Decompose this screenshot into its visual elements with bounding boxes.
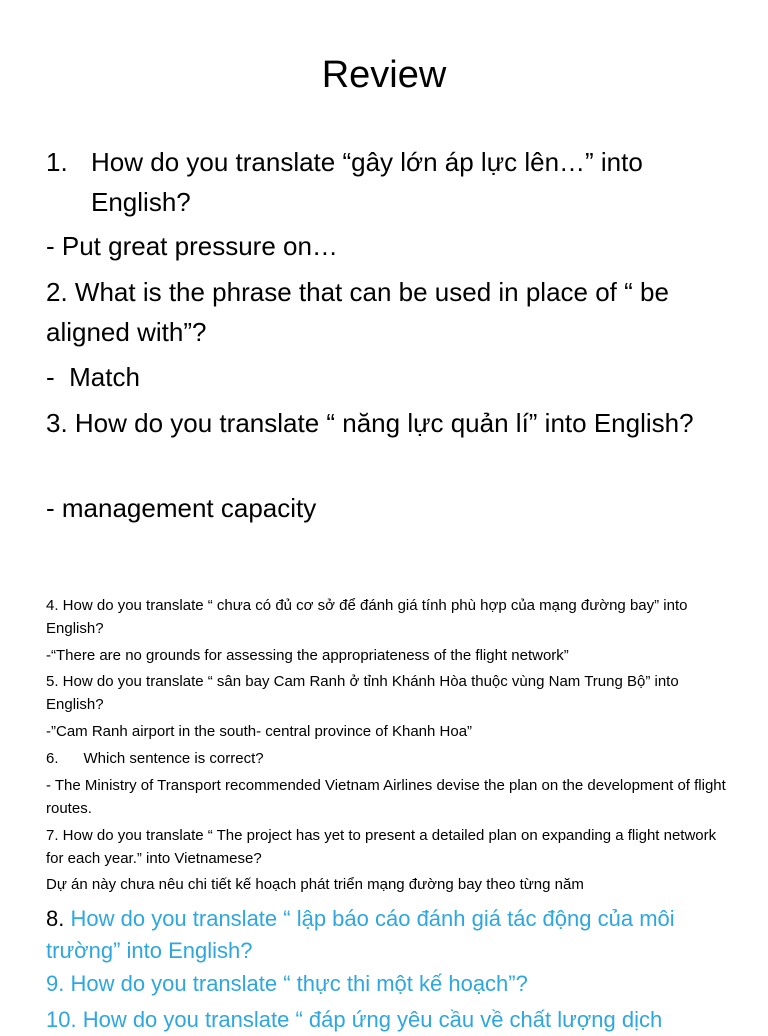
question-9: 9. How do you translate “ thực thi một kế hoạch”? xyxy=(46,971,528,996)
question-1-number: 1. xyxy=(46,147,68,177)
question-7: 7. How do you translate “ The project has yet to present a detailed plan on expanding a flight network for each year.” into Vietnamese? xyxy=(46,827,717,867)
answer-7: Dự án này chưa nêu chi tiết kế hoạch phát triển mạng đường bay theo từng năm xyxy=(46,876,584,893)
question-8-text: How do you translate “ lập báo cáo đánh giá tác động của môi trường” into English? xyxy=(46,906,675,963)
question-10: 10. How do you translate “ đáp ứng yêu cầu về chất lượng dịch xyxy=(46,1007,663,1032)
question-1-row xyxy=(46,142,736,222)
question-8-number: 8. xyxy=(46,906,65,931)
answer-5: -”Cam Ranh airport in the south- central province of Khanh Hoa” xyxy=(46,723,473,740)
answer-2: - Match xyxy=(46,362,140,392)
question-2: 2. What is the phrase that can be used in place of “ be aligned with”? xyxy=(46,277,669,347)
answer-4: -“There are no grounds for assessing the appropriateness of the flight network” xyxy=(46,647,569,664)
question-5: 5. How do you translate “ sân bay Cam Ranh ở tỉnh Khánh Hòa thuộc vùng Nam Trung Bộ” into English? xyxy=(46,673,679,713)
answer-3: - management capacity xyxy=(46,493,317,523)
question-1-text: How do you translate “gây lớn áp lực lên…” into English? xyxy=(91,147,643,217)
question-4: 4. How do you translate “ chưa có đủ cơ sở để đánh giá tính phù hợp của mạng đường bay” into English? xyxy=(46,597,688,637)
question-8 xyxy=(46,903,736,967)
slide-title: Review xyxy=(321,54,447,96)
question-6: 6. Which sentence is correct? xyxy=(46,750,264,767)
question-3: 3. How do you translate “ năng lực quản lí” into English? xyxy=(46,408,694,438)
answer-6: - The Ministry of Transport recommended Vietnam Airlines devise the plan on the development of flight routes. xyxy=(46,777,726,817)
answer-1: - Put great pressure on… xyxy=(46,231,338,261)
question-1 xyxy=(46,142,736,222)
